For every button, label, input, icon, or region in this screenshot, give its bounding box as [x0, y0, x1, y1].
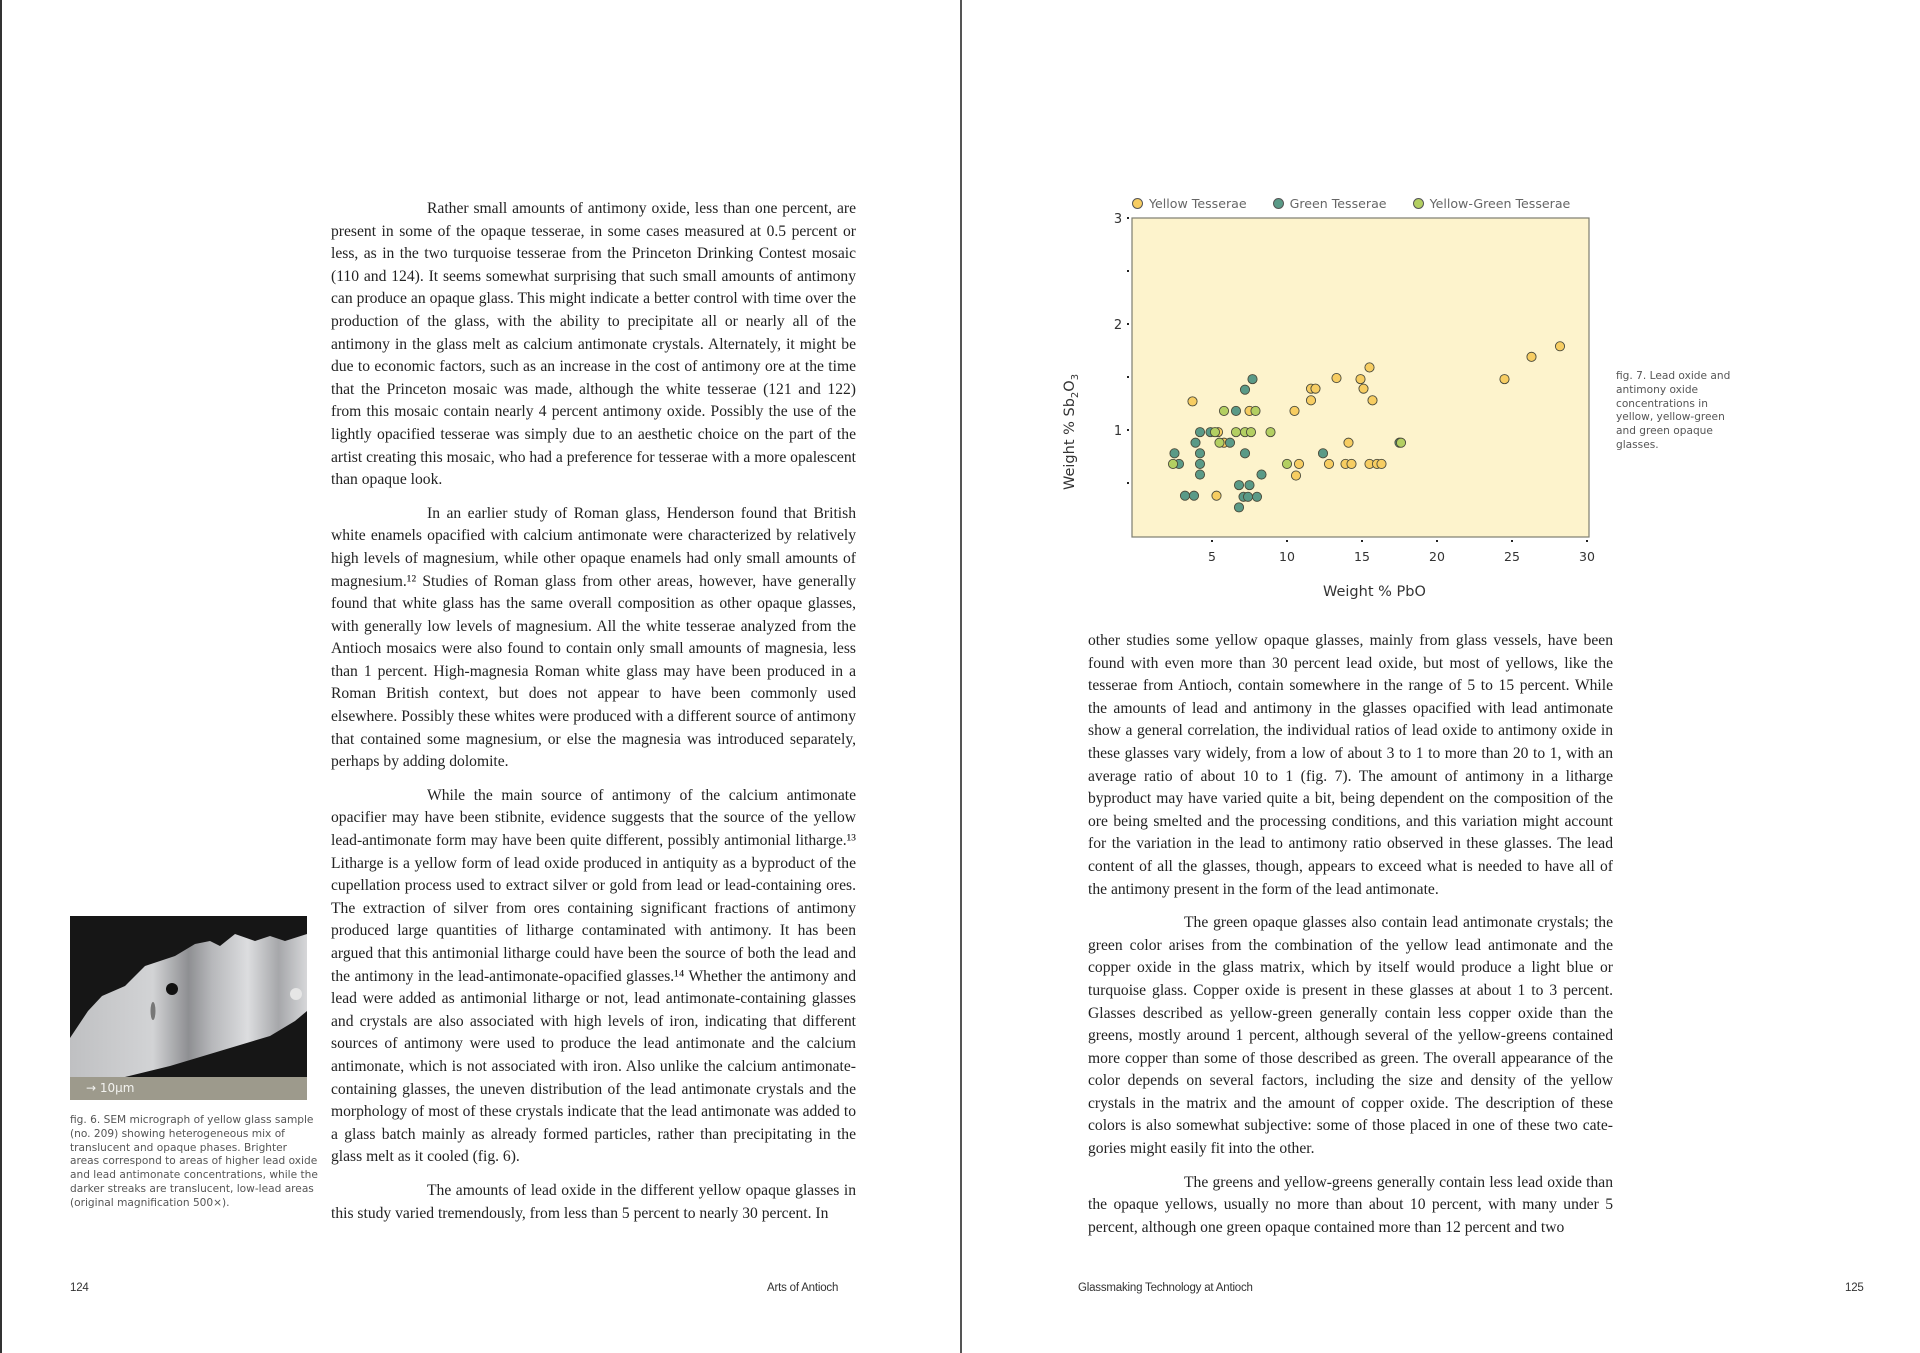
data-point [1234, 481, 1243, 490]
page-number-left: 124 [70, 1282, 89, 1294]
data-point [1291, 471, 1300, 480]
data-point [1396, 438, 1405, 447]
data-point [1246, 428, 1255, 437]
y-tick-label: 3 [1113, 212, 1123, 227]
data-point [1248, 375, 1257, 384]
data-point [1195, 449, 1204, 458]
data-point [1266, 428, 1275, 437]
data-point [1257, 470, 1266, 479]
data-point [1210, 428, 1219, 437]
data-point [1290, 406, 1299, 415]
page-number-right: 125 [1845, 1282, 1864, 1294]
figure-6-caption: fig. 6. SEM micrograph of yellow glass sample (no. 209) showing heterogeneous mix of translucent and opaque phases. Brighter areas correspond to areas of higher lead oxide and lead antimonate concentrations, while the darker streaks are translucent, low-lead areas (original magnification 500×). [70, 1114, 318, 1209]
data-point [1195, 470, 1204, 479]
data-point [1234, 503, 1243, 512]
data-point [1306, 396, 1315, 405]
y-axis-label: Weight % $Sb_2O_3$ [1062, 373, 1081, 490]
data-point [1195, 428, 1204, 437]
x-tick-label: 5 [1208, 549, 1216, 564]
scale-bar: → 10µm [70, 1077, 307, 1100]
data-point [1188, 397, 1197, 406]
sem-micrograph [70, 916, 307, 1100]
x-tick-label: 15 [1354, 549, 1370, 564]
data-point [1347, 459, 1356, 468]
paragraph: The green opaque glasses also contain lead antimonate crystals; the green color arises from the combination of the yellow lead antimonate and the copper oxide in the glass matrix, which by itself would produce a light blue or turquoise glass. Copper oxide is present in these glasses at about 1 to 3 percent. Glasses described as yellow-green generally contain less copper oxide than the greens, mostly around 1 percent, although several of the yellow-greens contained more copper than some of those described as green. The overall appearance of the color depends on several factors, including the size and density of the yellow crystals in the matrix and the amount of copper oxide. The description of these colors is also somewhat subjective: some of those placed in one of these two categories might easily fit into the other. [1088, 914, 1613, 1158]
legend-item-green: Green Tesserae [1273, 196, 1387, 211]
data-point [1318, 449, 1327, 458]
data-point [1356, 375, 1365, 384]
data-point [1377, 459, 1386, 468]
data-point [1365, 363, 1374, 372]
x-tick-label: 10 [1279, 549, 1295, 564]
right-page-body [1088, 630, 1613, 1250]
running-title-right: Glassmaking Technology at Antioch [1078, 1282, 1253, 1294]
y-tick-label: 2 [1113, 318, 1123, 333]
data-point [1191, 438, 1200, 447]
data-point [1212, 491, 1221, 500]
data-point [1344, 438, 1353, 447]
data-point [1555, 342, 1564, 351]
data-point [1282, 459, 1291, 468]
data-point [1231, 406, 1240, 415]
data-point [1332, 373, 1341, 382]
paragraph: Rather small amounts of antimony oxide, less than one percent, are present in some of the opaque tesserae, in some cases measured at 0.5 percent or less, as in the two turquoise tesserae from the Princeton Drinking Contest mosaic (110 and 124). It seems somewhat surprising that such small amounts of antimony can produce an opaque glass. This might indicate a better control with time over the production of the glass, with the ability to precipitate all or nearly all of the antimony in the glass melt as calcium antimonate crystals. Alternately, it might be due to economic factors, such as an increase in the cost of antimony ore at the time that the Princeton mosaic was made, although the white tesserae (121 and 122) from this mosaic contain nearly 4 percent antimony oxide. Possibly the use of the lightly opacified tesserae was simply due to an aesthetic choice on the part of the artist creating this mosaic, who had a preference for tesserae with a more opalescent than opaque look. [331, 200, 856, 489]
data-point [1527, 352, 1536, 361]
data-point [1252, 492, 1261, 501]
left-edge-border [0, 0, 2, 1353]
data-point [1180, 491, 1189, 500]
left-page-body [331, 198, 856, 1236]
sem-glass-shard [70, 916, 307, 1077]
legend-item-yellow: Yellow Tesserae [1132, 196, 1247, 211]
data-point [1240, 385, 1249, 394]
paragraph: The greens and yellow-greens generally contain less lead oxide than the opaque yellows, usually no more than about 10 percent, with many under 5 percent, although one green opaque contained more than 12 percent and two [1088, 1173, 1613, 1236]
data-point [1195, 459, 1204, 468]
data-point [1243, 492, 1252, 501]
data-point [1240, 449, 1249, 458]
data-point [1168, 459, 1177, 468]
page-gutter [960, 0, 962, 1353]
figure-7-scatter-chart [1060, 190, 1610, 610]
data-point [1189, 491, 1198, 500]
running-title-left: Arts of Antioch [767, 1282, 839, 1294]
x-axis-label: Weight % PbO [1323, 584, 1426, 600]
data-point [1251, 406, 1260, 415]
data-point [1294, 459, 1303, 468]
paragraph: While the main source of antimony of the calcium antimonate opacifier may have been stibnite, evidence suggests that the source of the yellow lead-antimonate form may have been quite different, possibly antimonial litharge.¹³ Litharge is a yellow form of lead oxide produced in antiquity as a byproduct of the cupellation process used to extract silver or gold from lead or lead-containing ores. The extraction of silver from ores containing significant fractions of antimony produced large quantities of litharge contaminated with antimony. It has been argued that this antimonial litharge could have been the source of both the lead and the antimony in the lead-antimonate-opacified glasses.¹⁴ Whether the antimony and lead were added as antimonial litharge or not, lead antimonate-containing glasses and crystals are also associated with high levels of iron, indicating that different sources of antimony were used to produce the lead antimonate and the calcium antimonate, which is not associated with iron. Also unlike the calcium antimonate-containing glasses, the uneven distribution of the lead antimonate crystals and the morphology of most of these crystals indicate that the lead antimonate was added to a glass batch mainly as already formed particles, rather than precipitating in the glass melt as it cooled (fig. 6). [331, 786, 856, 1166]
data-point [1215, 438, 1224, 447]
data-point [1324, 459, 1333, 468]
paragraph: The amounts of lead oxide in the different yellow opaque glasses in this study varied tremendously, from less than 5 percent to nearly 30 percent. In [331, 1181, 856, 1222]
x-tick-label: 30 [1579, 549, 1595, 564]
data-point [1311, 384, 1320, 393]
y-tick-label: 1 [1113, 424, 1123, 439]
x-tick-label: 25 [1504, 549, 1520, 564]
data-point [1170, 449, 1179, 458]
data-point [1359, 384, 1368, 393]
data-point [1225, 438, 1234, 447]
data-point [1245, 481, 1254, 490]
paragraph: other studies some yellow opaque glasses, mainly from glass vessels, have been found with even more than 30 percent lead oxide, but most of yellows, like the tesserae from Antioch, contain somewhere in the range of 5 to 15 percent. While the amounts of lead and antimony in the glasses opacified with lead antimonate show a general correlation, the individual ratios of lead oxide to antimony oxide in these glasses vary widely, from a low of about 3 to 1 to more than 20 to 1, with an average ratio of about 10 to 1 (fig. 7). The amount of antimony in a litharge byproduct may have varied quite a bit, being dependent on the composition of the ore being smelted and the processing conditions, and this variation might account for the variation in the lead to antimony ratio observed in these glasses. The lead content of all the glasses, though, appears to exceed what is needed to have all of the antimony present in the form of the lead antimonate. [1088, 632, 1613, 898]
x-tick-label: 20 [1429, 549, 1445, 564]
data-point [1219, 406, 1228, 415]
data-point [1368, 396, 1377, 405]
paragraph: In an earlier study of Roman glass, Henderson found that British white enamels opacified with calcium antimonate were characterized by relatively high levels of magnesium, while other opaque enamels had only small amounts of magnesium.¹² Studies of Roman glass from other areas, however, have generally found that white glass has the same overall composition as other opaque glasses, with generally low levels of magnesium. All the white tesserae analyzed from the Antioch mosaics were also found to contain only small amounts of magnesia, less than 1 percent. High-magnesia Roman white glass may have been produced in a Roman British context, but does not appear to have been commonly used elsewhere. Possibly these whites were produced with a different source of antimony that contained some magnesium, or else the magnesia was introduced separately, perhaps by adding dolomite. [331, 504, 856, 771]
plot-area [1060, 190, 1610, 610]
figure-7-caption: fig. 7. Lead oxide and antimony oxide concentrations in yellow, yellow-green and green opaque glasses. [1616, 370, 1731, 451]
data-point [1500, 375, 1509, 384]
legend-item-yellow-green: Yellow-Green Tesserae [1413, 196, 1571, 211]
data-point [1231, 428, 1240, 437]
